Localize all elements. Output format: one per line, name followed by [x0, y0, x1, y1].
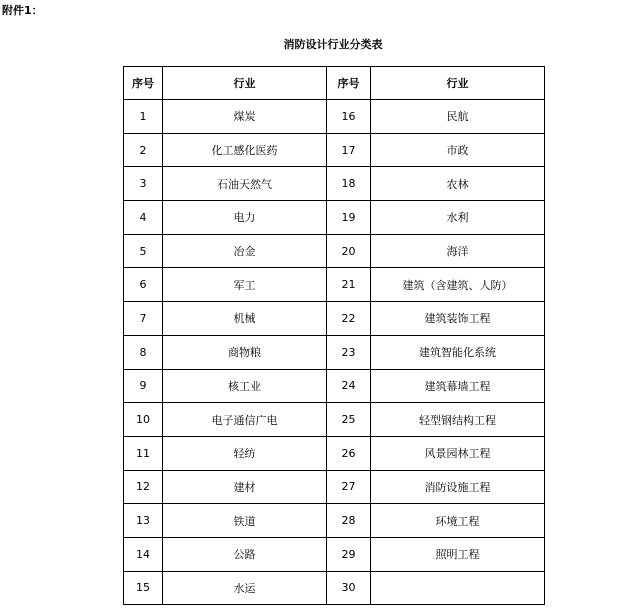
- cell-no-right: 24: [327, 369, 371, 403]
- cell-no-right: 26: [327, 436, 371, 470]
- cell-no-left: 1: [124, 100, 163, 134]
- cell-industry-right: 市政: [371, 133, 545, 167]
- table-row: [124, 100, 545, 134]
- cell-no-left: 5: [124, 234, 163, 268]
- cell-industry-right: 风景园林工程: [371, 436, 545, 470]
- table-row: [124, 571, 545, 605]
- table-row: [124, 436, 545, 470]
- cell-no-left: 14: [124, 537, 163, 571]
- cell-no-left: 2: [124, 133, 163, 167]
- header-industry-right: 行业: [371, 67, 545, 100]
- table-row: [124, 470, 545, 504]
- cell-industry-left: 军工: [163, 268, 327, 302]
- cell-industry-right: 建筑智能化系统: [371, 335, 545, 369]
- cell-no-right: 20: [327, 234, 371, 268]
- cell-industry-left: 轻纺: [163, 436, 327, 470]
- cell-industry-right: 环境工程: [371, 504, 545, 538]
- attachment-label: 附件1：: [2, 4, 43, 17]
- table-header-row: [124, 67, 545, 100]
- table-row: [124, 133, 545, 167]
- cell-industry-right: 民航: [371, 100, 545, 134]
- cell-no-left: 10: [124, 403, 163, 437]
- cell-no-left: 4: [124, 201, 163, 235]
- cell-no-right: 23: [327, 335, 371, 369]
- cell-industry-right: 照明工程: [371, 537, 545, 571]
- cell-industry-right: 水利: [371, 201, 545, 235]
- cell-industry-left: 水运: [163, 571, 327, 605]
- cell-no-left: 15: [124, 571, 163, 605]
- cell-industry-left: 公路: [163, 537, 327, 571]
- cell-no-right: 18: [327, 167, 371, 201]
- industry-category-table: [123, 66, 545, 605]
- cell-industry-right: 建筑装饰工程: [371, 302, 545, 336]
- table-row: [124, 335, 545, 369]
- cell-industry-left: 电力: [163, 201, 327, 235]
- cell-industry-left: 机械: [163, 302, 327, 336]
- cell-no-right: 17: [327, 133, 371, 167]
- cell-industry-left: 化工感化医药: [163, 133, 327, 167]
- table-row: [124, 268, 545, 302]
- cell-industry-left: 冶金: [163, 234, 327, 268]
- cell-no-right: 22: [327, 302, 371, 336]
- cell-no-right: 28: [327, 504, 371, 538]
- cell-industry-left: 电子通信广电: [163, 403, 327, 437]
- table-row: [124, 403, 545, 437]
- cell-no-left: 8: [124, 335, 163, 369]
- table-row: [124, 537, 545, 571]
- table-row: [124, 167, 545, 201]
- cell-industry-left: 建材: [163, 470, 327, 504]
- table-row: [124, 302, 545, 336]
- cell-industry-right: 轻型钢结构工程: [371, 403, 545, 437]
- cell-no-left: 6: [124, 268, 163, 302]
- cell-industry-right: [371, 571, 545, 605]
- cell-no-left: 7: [124, 302, 163, 336]
- cell-industry-right: 建筑（含建筑、人防）: [371, 268, 545, 302]
- cell-industry-left: 核工业: [163, 369, 327, 403]
- document-title: 消防设计行业分类表: [283, 38, 383, 51]
- cell-no-left: 9: [124, 369, 163, 403]
- cell-industry-left: 石油天然气: [163, 167, 327, 201]
- cell-no-left: 11: [124, 436, 163, 470]
- header-no-right: 序号: [327, 67, 371, 100]
- cell-no-right: 27: [327, 470, 371, 504]
- cell-industry-left: 商物粮: [163, 335, 327, 369]
- cell-no-right: 25: [327, 403, 371, 437]
- cell-no-left: 12: [124, 470, 163, 504]
- cell-industry-right: 消防设施工程: [371, 470, 545, 504]
- cell-no-right: 16: [327, 100, 371, 134]
- cell-no-right: 21: [327, 268, 371, 302]
- table-row: [124, 234, 545, 268]
- table-row: [124, 369, 545, 403]
- cell-no-right: 19: [327, 201, 371, 235]
- cell-industry-left: 铁道: [163, 504, 327, 538]
- table-row: [124, 201, 545, 235]
- cell-industry-right: 海洋: [371, 234, 545, 268]
- cell-no-right: 30: [327, 571, 371, 605]
- header-industry-left: 行业: [163, 67, 327, 100]
- cell-industry-right: 建筑幕墙工程: [371, 369, 545, 403]
- header-no-left: 序号: [124, 67, 163, 100]
- cell-industry-right: 农林: [371, 167, 545, 201]
- cell-no-left: 3: [124, 167, 163, 201]
- cell-industry-left: 煤炭: [163, 100, 327, 134]
- cell-no-left: 13: [124, 504, 163, 538]
- cell-no-right: 29: [327, 537, 371, 571]
- table-row: [124, 504, 545, 538]
